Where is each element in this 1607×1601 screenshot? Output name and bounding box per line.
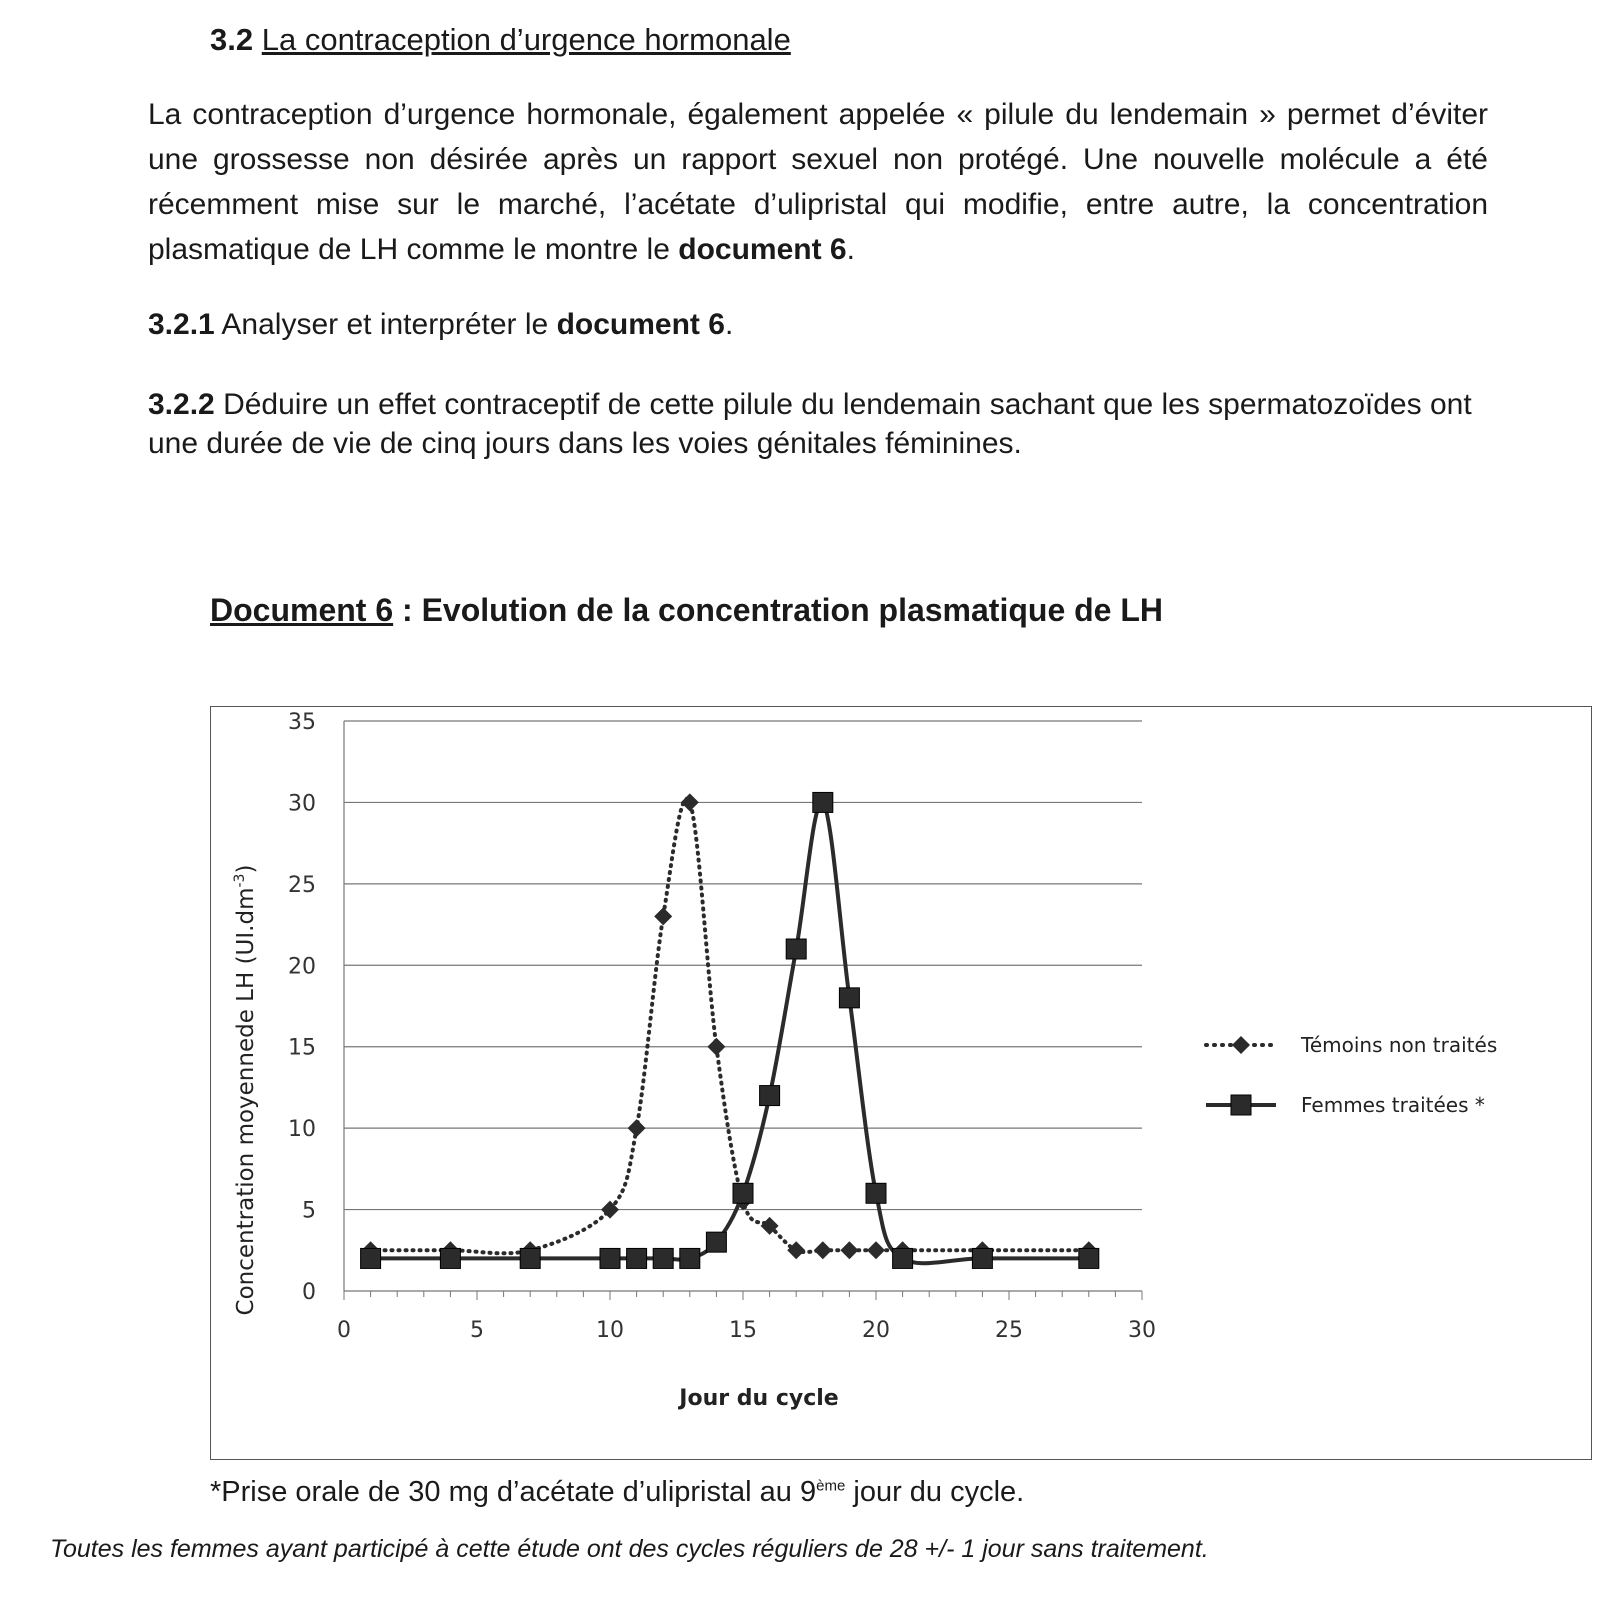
question-number: 3.2.1 [148,308,215,341]
x-tick-label: 10 [596,1318,624,1343]
x-axis-label: Jour du cycle [679,1386,839,1411]
question-text: Analyser et interpréter le [214,308,557,341]
square-marker [706,1232,726,1252]
square-marker [680,1248,700,1268]
diamond-marker [787,1241,805,1259]
question-text: Déduire un effet contraceptif de cette pilule du lendemain sachant que les spermatozoïdes ont une durée de vie de cinq jours dans les voies génitales féminines. [148,388,1472,460]
chart-frame [210,706,1592,1460]
square-marker [786,939,806,959]
series-line [371,802,1089,1263]
square-marker [520,1248,540,1268]
square-marker [866,1183,886,1203]
square-marker [1079,1248,1099,1268]
question-3-2-1 [148,308,733,342]
y-axis-label [232,865,259,1316]
diamond-marker [814,1241,832,1259]
square-marker [893,1248,913,1268]
question-end: . [724,308,734,341]
intro-text: La contraception d’urgence hormonale, également appelée « pilule du lendemain » permet d’éviter une grossesse non désirée après un rapport sexuel non protégé. Une nouvelle molécule a été récemment mise sur le marché, l’acétate d’ulipristal qui modifie, entre autre, la concentration plasmatique de LH comme le montre le [148,98,1488,266]
square-marker [653,1248,673,1268]
square-marker [600,1248,620,1268]
y-tick-label: 15 [288,1035,316,1061]
x-tick-label: 15 [729,1318,757,1343]
diamond-marker [681,793,699,811]
question-doc-ref: document 6 [556,308,725,341]
series-traitees [361,792,1099,1268]
square-marker [972,1248,992,1268]
square-marker [733,1183,753,1203]
y-tick-label: 30 [288,791,316,817]
y-axis-label-main: Concentration moyennede LH (UI.dm [233,887,259,1316]
diamond-marker [840,1241,858,1259]
square-marker [760,1086,780,1106]
y-axis-label-sup: -3 [232,873,248,888]
x-tick-label: 0 [337,1318,351,1343]
treatment-note [210,1476,1024,1509]
document-caption: : Evolution de la concentration plasmatique de LH [393,592,1164,628]
section-heading [210,22,791,58]
series-temoins [362,793,1098,1259]
document-title [210,592,1163,629]
square-marker [440,1248,460,1268]
grid-lines [344,721,1142,1210]
y-tick-label: 0 [302,1280,316,1305]
legend-marker [1231,1095,1251,1115]
intro-end: . [846,233,855,266]
legend-label: Femmes traitées * [1301,1093,1485,1117]
question-number: 3.2.2 [148,388,215,421]
note-text-before: *Prise orale de 30 mg d’acétate d’ulipristal au 9 [210,1476,817,1508]
diamond-marker [654,907,672,925]
y-tick-label: 35 [288,710,316,735]
x-tick-label: 25 [995,1318,1023,1343]
question-3-2-2 [148,385,1488,463]
square-marker [361,1248,381,1268]
lh-chart [211,707,1590,1458]
section-number: 3.2 [210,22,254,57]
y-tick-label: 25 [288,872,316,898]
diamond-marker [867,1241,885,1259]
legend-marker [1232,1036,1250,1054]
intro-doc-ref: document 6 [678,233,847,266]
diamond-marker [707,1038,725,1056]
section-title: La contraception d’urgence hormonale [261,22,791,57]
study-footnote: Toutes les femmes ayant participé à cette étude ont des cycles réguliers de 28 +/- 1 jour sans traitement. [50,1535,1209,1563]
y-axis-label-end: ) [233,864,259,874]
x-tick-label: 20 [862,1318,890,1343]
square-marker [839,988,859,1008]
x-tick-label: 30 [1128,1318,1156,1343]
square-marker [813,792,833,812]
document-label: Document 6 [210,592,394,628]
legend [1206,1033,1497,1117]
series-line [371,799,1089,1253]
note-sup: ème [816,1477,846,1495]
square-marker [627,1248,647,1268]
diamond-marker [628,1119,646,1137]
series [361,792,1099,1268]
note-text-after: jour du cycle. [845,1476,1025,1508]
legend-label: Témoins non traités [1301,1033,1498,1057]
y-tick-label: 5 [302,1198,316,1224]
y-tick-label: 20 [288,954,316,980]
intro-paragraph [148,92,1488,272]
y-tick-label: 10 [288,1117,316,1143]
x-tick-label: 5 [470,1318,484,1343]
